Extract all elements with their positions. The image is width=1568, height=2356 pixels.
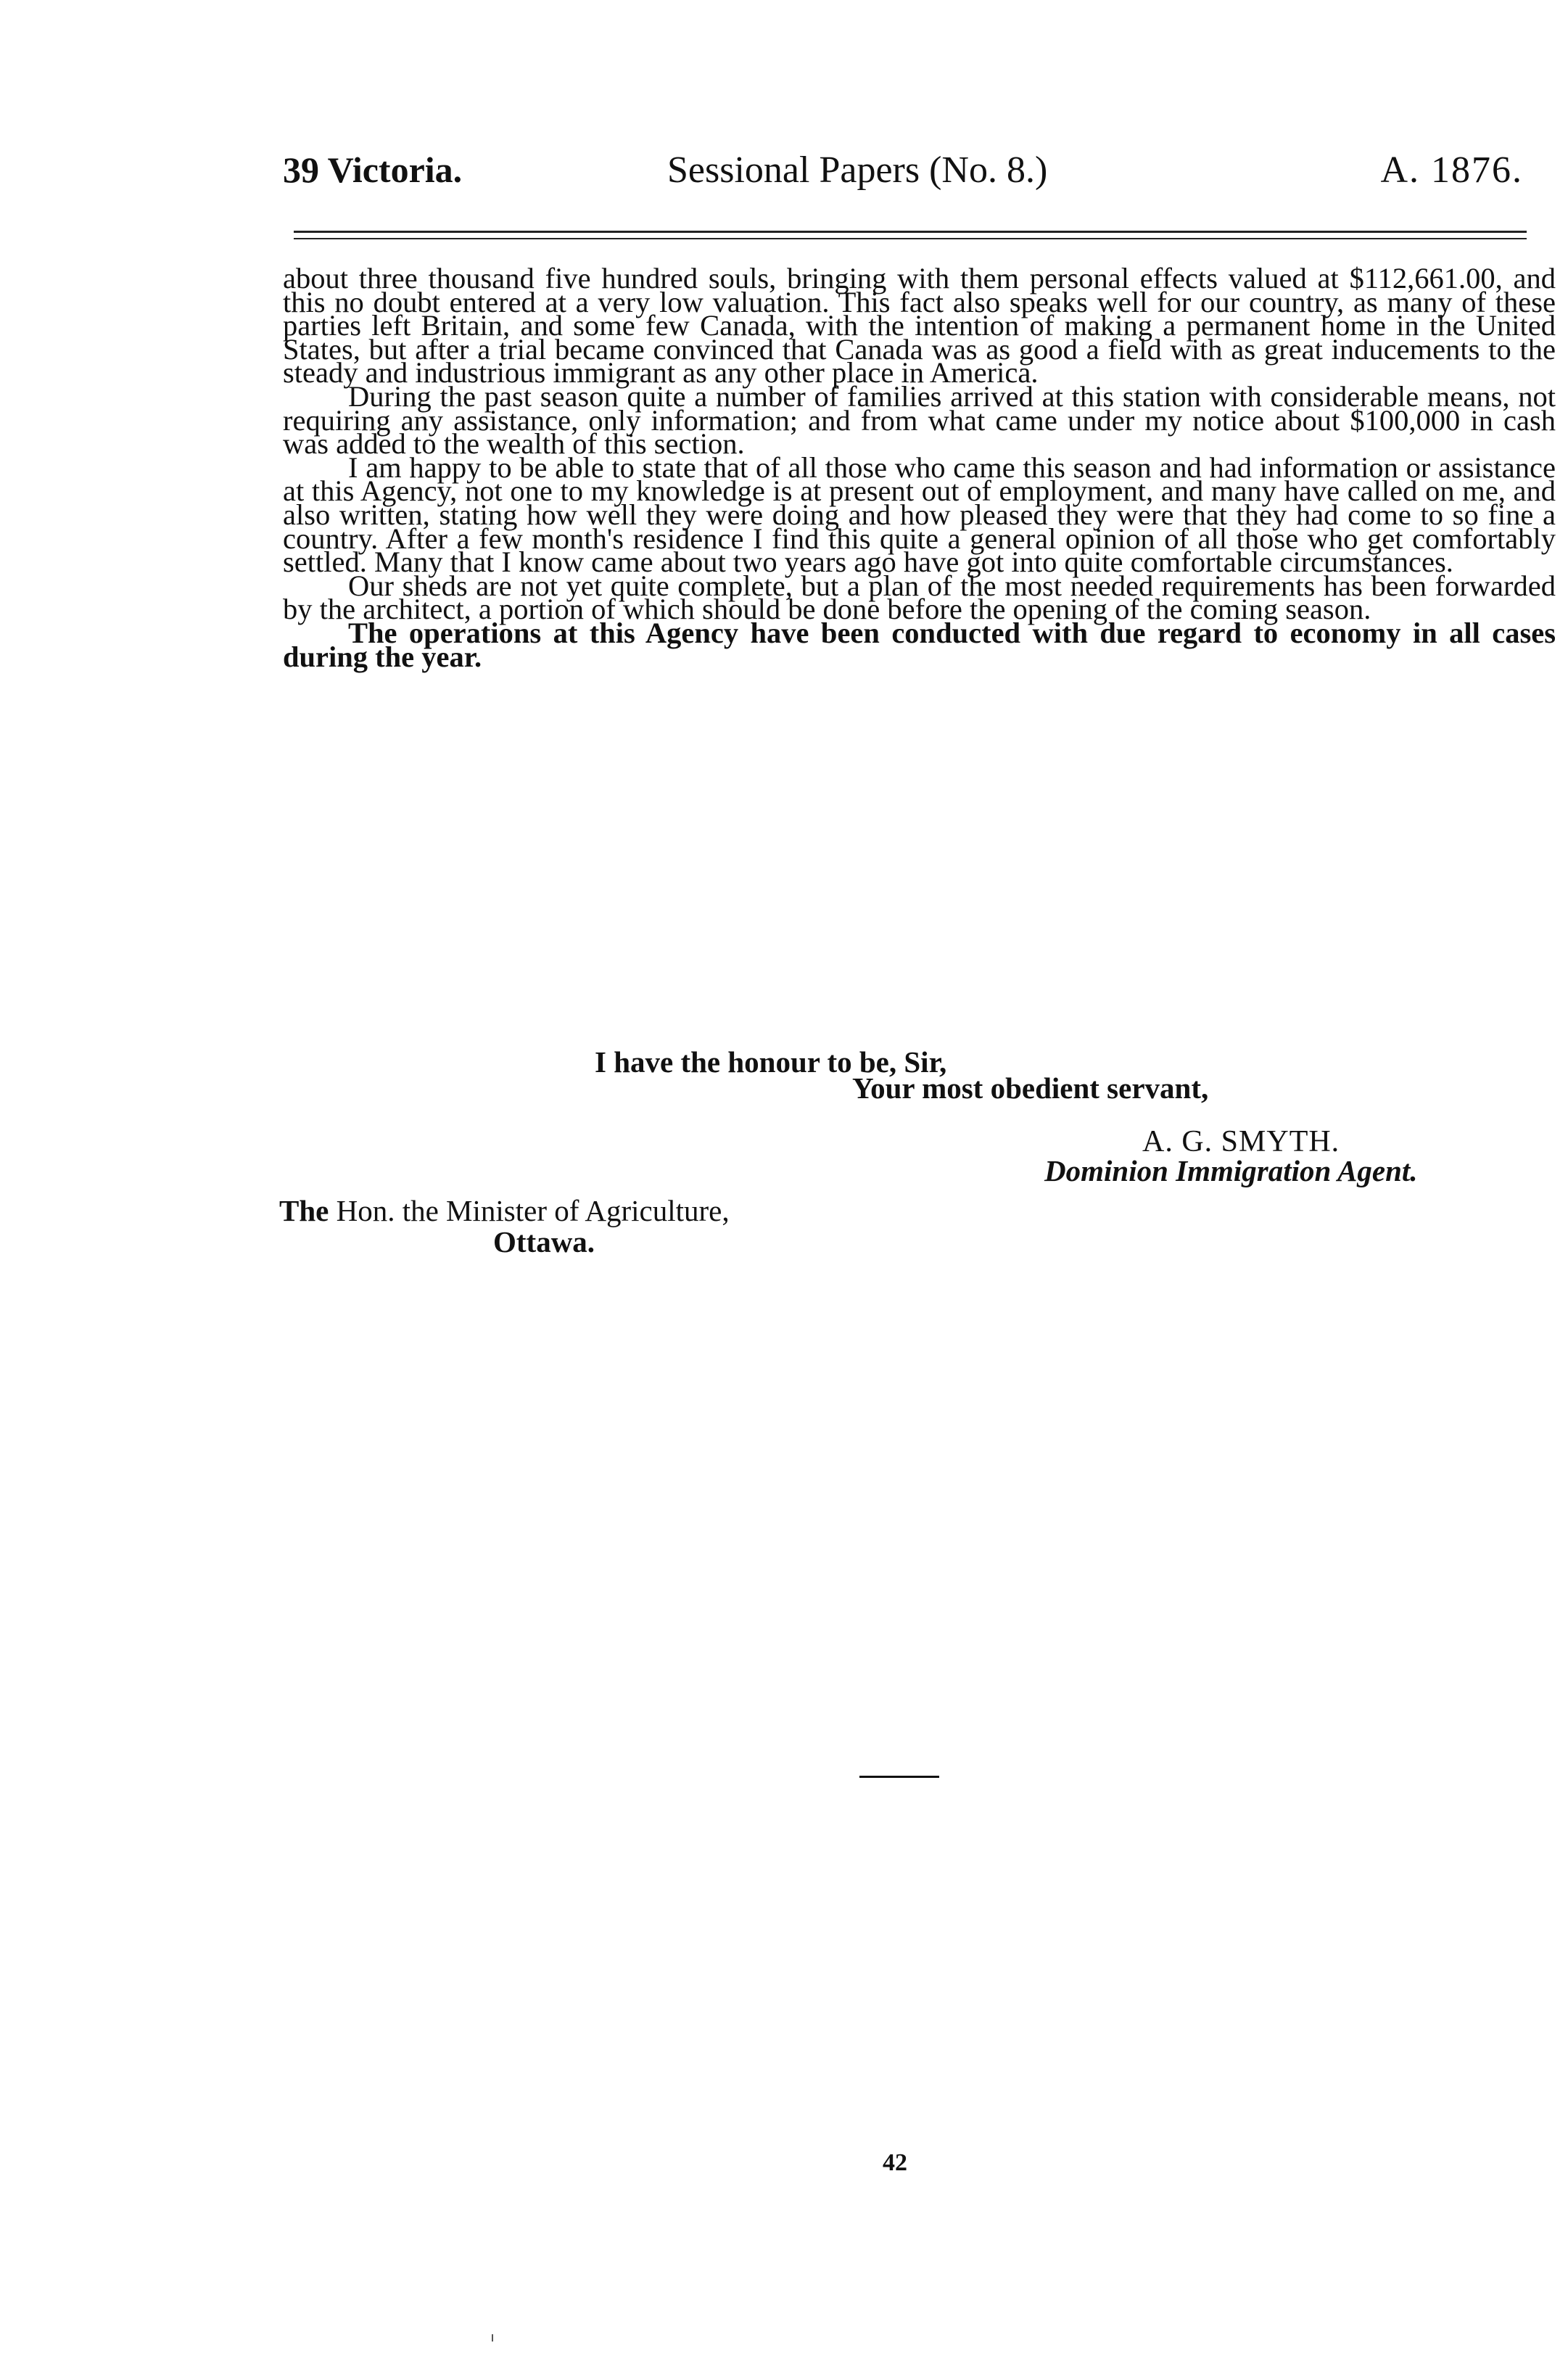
signatory-title: Dominion Immigration Agent. — [1044, 1154, 1418, 1187]
letter-body — [283, 262, 1556, 673]
signatory-name: A. G. SMYTH. — [1142, 1125, 1340, 1158]
scan-speck — [492, 2334, 493, 2341]
header-year: A. 1876. — [1380, 149, 1523, 191]
running-header — [283, 149, 1552, 199]
header-rule-bottom — [294, 238, 1527, 239]
paragraph-3: I am happy to be able to state that of all those who came this season and had information or assistance at this Agency, not one to my knowledge is at present out of employment, and many have called on me, and also written, stating how well they were doing and how pleased they were that they had come to so fine a country. After a few month's residence I find this quite a general opinion of all those who get comfortably settled. Many that I know came about two years ago have got into quite comfortable circumstances. — [283, 450, 1556, 579]
paragraph-1: about three thousand five hundred souls, bringing with them personal effects valued at $112,661.00, and this no doubt entered at a very low valuation. This fact also speaks well for our country, as many of these parties left Britain, and some few Canada, with the intention of making a permanent home in the United States, but after a trial became convinced that Canada was as good a field with as great inducements to the steady and industrious immigrant as any other place in America. — [283, 262, 1556, 390]
addressee-line-1 — [279, 1193, 730, 1228]
addressee-prefix: The — [279, 1194, 329, 1227]
section-divider — [859, 1776, 939, 1778]
addressee-rest: Hon. the Minister of Agriculture, — [336, 1194, 730, 1227]
header-title: Sessional Papers (No. 8.) — [667, 149, 1048, 191]
addressee-line-2: Ottawa. — [493, 1225, 595, 1259]
paragraph-2: During the past season quite a number of families arrived at this station with considerable means, not requiring any assistance, only information; and from what came under my notice about $100,000 in cash was added to the wealth of this section. — [283, 379, 1556, 461]
paragraph-5: The operations at this Agency have been conducted with due regard to economy in all cases during the year. — [283, 616, 1556, 673]
header-volume: 39 Victoria. — [283, 149, 463, 190]
closing-honour: I have the honour to be, Sir, — [595, 1045, 947, 1079]
page-number: 42 — [883, 2149, 907, 2176]
paragraph-4: Our sheds are not yet quite complete, but a plan of the most needed requirements has been forwarded by the architect, a portion of which should be done before the opening of the coming season. — [283, 569, 1556, 626]
closing-servant: Your most obedient servant, — [852, 1071, 1209, 1105]
header-rule-top — [294, 231, 1527, 233]
